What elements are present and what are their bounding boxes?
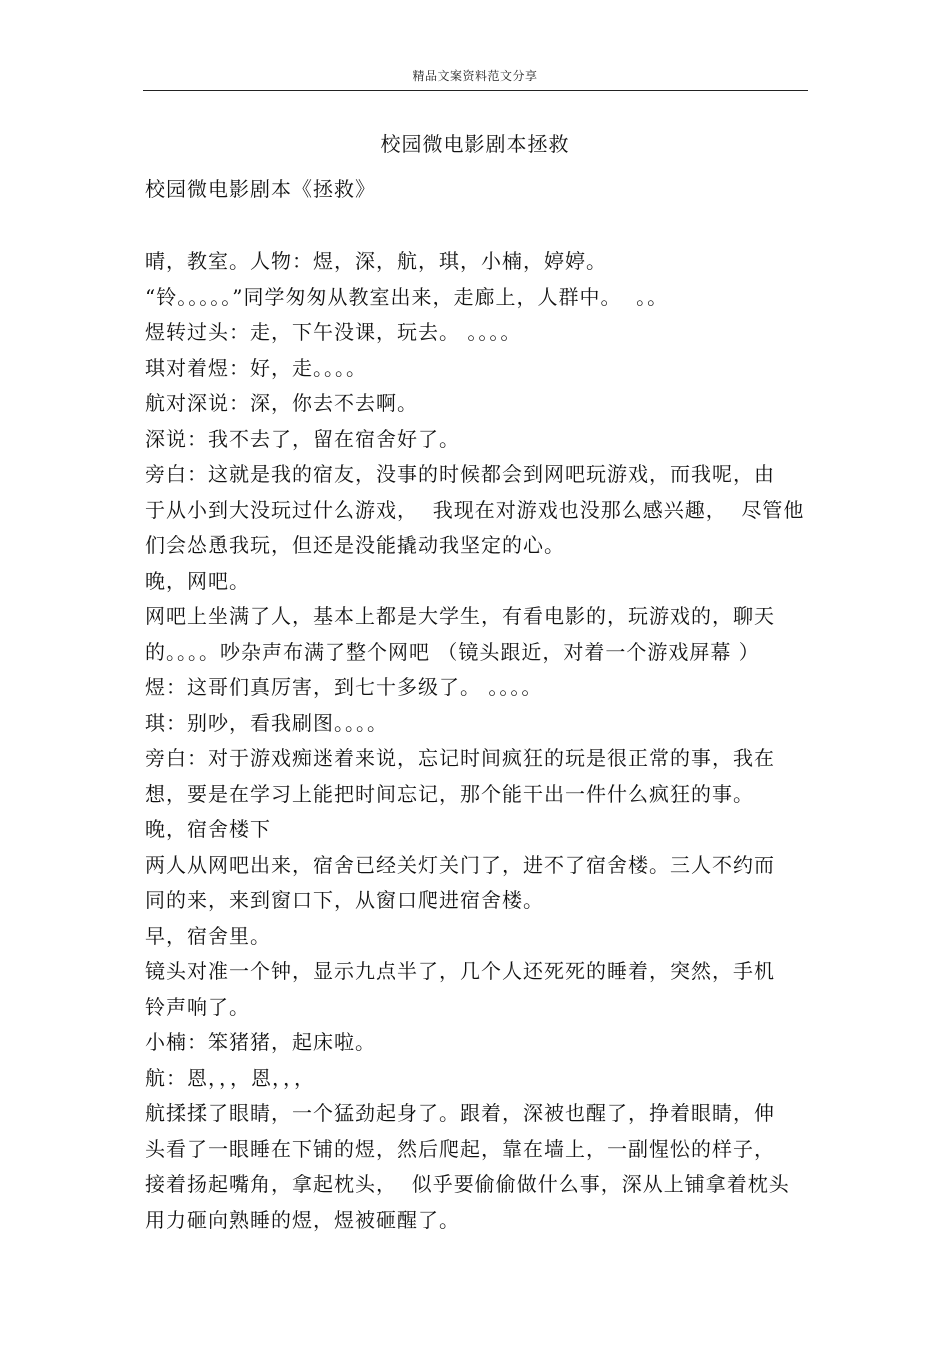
script-line: 航：恩，，，恩，，， <box>145 1065 315 1090</box>
script-line: 晚，宿舍楼下 <box>145 817 271 841</box>
script-body <box>145 244 815 1238</box>
script-line: 煜：这哥们真厉害，到七十多级了。 。。。。 <box>145 675 543 699</box>
script-line: 晴，教室。人物：煜，深，航，琪，小楠，婷婷。 <box>145 249 607 273</box>
script-line: 深说：我不去了，留在宿舍好了。 <box>145 426 460 451</box>
script-line: 早，宿舍里。 <box>145 923 271 948</box>
script-line: 的。。。。吵杂声布满了整个网吧 （镜头跟近，对着一个游戏屏幕 ） <box>145 639 760 664</box>
script-line: 同的来，来到窗口下，从窗口爬进宿舍楼。 <box>145 888 544 912</box>
document-subtitle: 校园微电影剧本《拯救》 <box>145 177 376 201</box>
script-line: “铃。。。。。”同学匆匆从教室出来，走廊上，人群中。 。。 <box>145 284 669 309</box>
script-line: 头看了一眼睡在下铺的煜，然后爬起，靠在墙上，一副惺忪的样子， <box>145 1136 775 1161</box>
script-line: 旁白：这就是我的宿友，没事的时候都会到网吧玩游戏，而我呢，由 <box>145 462 775 486</box>
script-line: 网吧上坐满了人，基本上都是大学生，有看电影的，玩游戏的，聊天 <box>145 604 775 628</box>
script-line: 们会怂恿我玩，但还是没能撬动我坚定的心。 <box>145 533 565 557</box>
document-title: 校园微电影剧本拯救 <box>380 132 570 156</box>
script-line: 旁白：对于游戏痴迷着来说，忘记时间疯狂的玩是很正常的事，我在 <box>145 746 775 770</box>
script-line: 琪对着煜：好，走。。。。 <box>145 355 367 380</box>
script-line: 小楠：笨猪猪，起床啦。 <box>145 1030 376 1054</box>
script-line: 琪：别吵，看我刷图。。。。 <box>145 710 388 735</box>
script-line: 接着扬起嘴角，拿起枕头， 似乎要偷偷做什么事，深从上铺拿着枕头 <box>145 1172 790 1196</box>
script-line: 用力砸向熟睡的煜，煜被砸醒了。 <box>145 1207 460 1232</box>
script-line: 于从小到大没玩过什么游戏， 我现在对游戏也没那么感兴趣， 尽管他 <box>145 497 805 522</box>
script-line: 想，要是在学习上能把时间忘记，那个能干出一件什么疯狂的事。 <box>145 781 754 806</box>
script-line: 航揉揉了眼睛，一个猛劲起身了。跟着，深被也醒了，挣着眼睛，伸 <box>145 1101 775 1125</box>
script-line: 晚，网吧。 <box>145 568 250 593</box>
script-line: 铃声响了。 <box>145 994 250 1019</box>
header-divider <box>143 90 808 91</box>
script-line: 航对深说：深，你去不去啊。 <box>145 391 418 415</box>
script-line: 煜转过头：走，下午没课，玩去。 。。。。 <box>145 320 522 344</box>
script-line: 镜头对准一个钟，显示九点半了，几个人还死死的睡着，突然，手机 <box>145 959 775 983</box>
page-header: 精品文案资料范文分享 <box>412 69 538 83</box>
script-line: 两人从网吧出来，宿舍已经关灯关门了，进不了宿舍楼。三人不约而 <box>145 852 775 877</box>
